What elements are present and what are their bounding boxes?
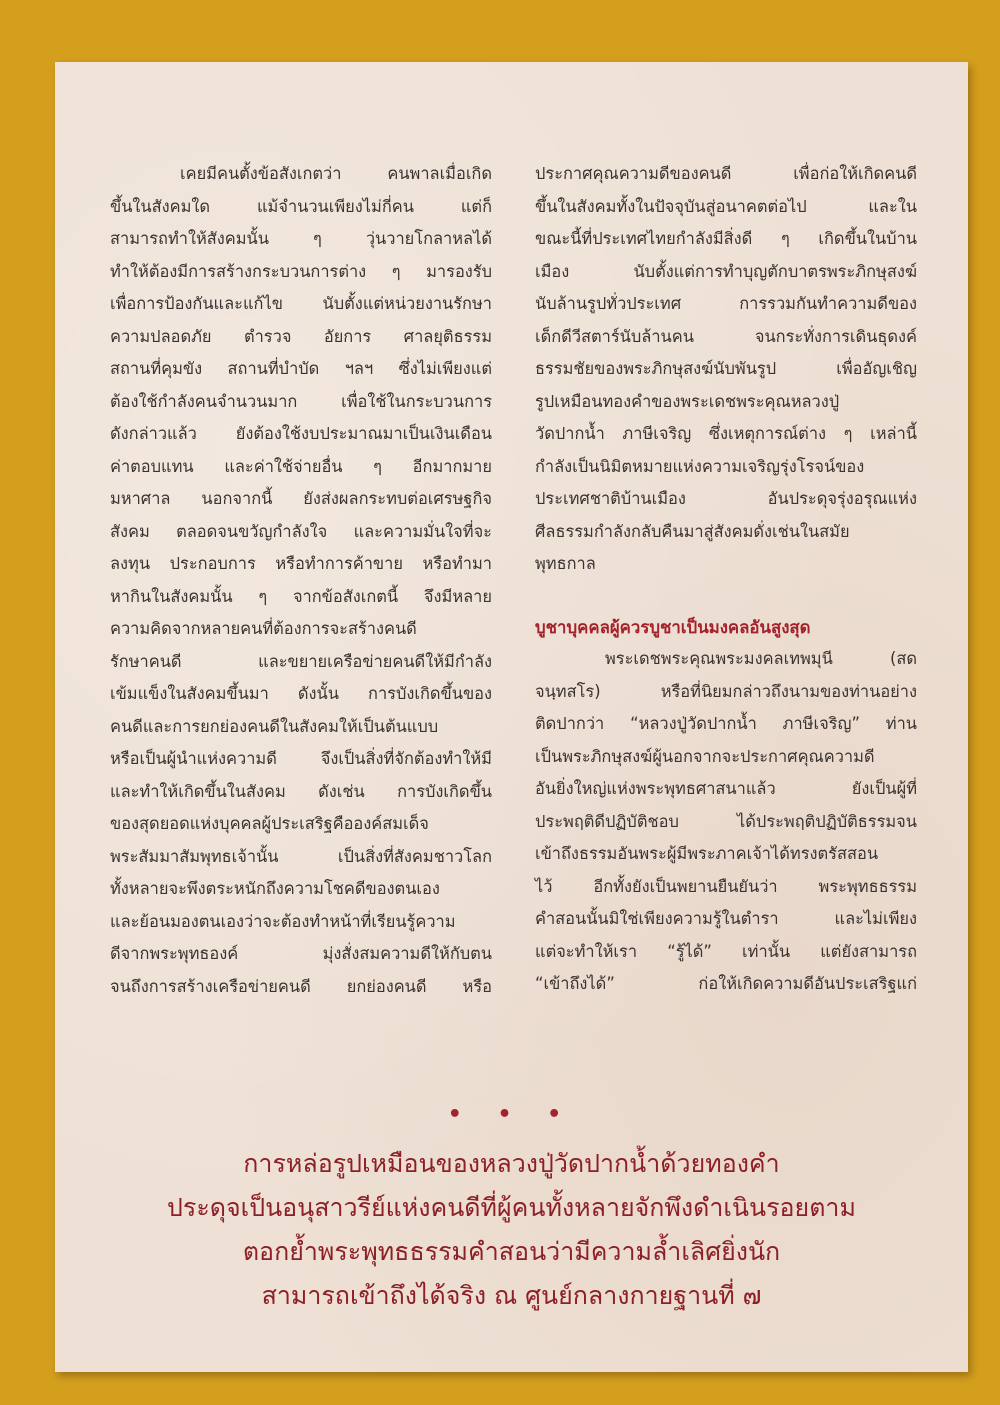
paragraph-line: ทำให้ต้องมีการสร้างกระบวนการต่าง ๆ มารองรับ	[110, 261, 492, 281]
ornament-dots: • • •	[447, 1102, 576, 1127]
paragraph-line: พระสัมมาสัมพุทธเจ้านั้น เป็นสิ่งที่สังคมชาวโลก	[110, 846, 492, 866]
paragraph-line: เข้าถึงธรรมอันพระผู้มีพระภาคเจ้าได้ทรงตรัสสอน	[535, 844, 879, 863]
paragraph-line: เข้มแข็งในสังคมขึ้นมา ดังนั้น การบังเกิดขึ้นของ	[110, 684, 492, 703]
paragraph-line: ดังกล่าวแล้ว ยังต้องใช้งบประมาณมาเป็นเงินเดือน	[110, 424, 492, 443]
paragraph-line: ประกาศคุณความดีของคนดี เพื่อก่อให้เกิดคนดี	[535, 164, 917, 183]
paragraph-line: ธรรมชัยของพระภิกษุสงฆ์นับพันรูป เพื่ออัญเชิญ	[535, 359, 917, 378]
paragraph-line: ไว้ อีกทั้งยังเป็นพยานยืนยันว่า พระพุทธธรรม	[535, 876, 917, 896]
paragraph-line: เด็กดีวีสตาร์นับล้านคน จนกระทั่งการเดินธุดงค์	[535, 326, 917, 346]
paragraph-line: นับล้านรูปทั่วประเทศ การรวมกันทำความดีของ	[535, 294, 917, 313]
paragraph-line: สังคม ตลอดจนขวัญกำลังใจ และความมั่นใจที่จะ	[110, 521, 492, 541]
paragraph-line: ศีลธรรมกำลังกลับคืนมาสู่สังคมดั่งเช่นในสมัย	[535, 521, 850, 541]
paragraph-line: จนถึงการสร้างเครือข่ายคนดี ยกย่องคนดี หรือ	[110, 976, 492, 996]
paragraph-line: คำสอนนั้นมิใช่เพียงความรู้ในตำรา และไม่เพียง	[535, 909, 917, 928]
quote-line: ตอกย้ำพระพุทธธรรมคำสอนว่ามีความล้ำเลิศยิ่งนัก	[242, 1237, 781, 1266]
paragraph-line: คนดีและการยกย่องคนดีในสังคมให้เป็นต้นแบบ	[110, 716, 439, 736]
paragraph-line: ค่าตอบแทน และค่าใช้จ่ายอื่น ๆ อีกมากมาย	[110, 456, 492, 476]
quote-line: การหล่อรูปเหมือนของหลวงปู่วัดปากน้ำด้วยทองคำ	[243, 1149, 780, 1178]
paragraph-line: แต่จะทำให้เรา “รู้ได้” เท่านั้น แต่ยังสามารถ	[535, 941, 917, 961]
paragraph-line: ต้องใช้กำลังคนจำนวนมาก เพื่อใช้ในกระบวนการ	[110, 391, 492, 411]
paragraph-line: วัดปากน้ำ ภาษีเจริญ ซึ่งเหตุการณ์ต่าง ๆ เหล่านี้	[535, 424, 917, 443]
paragraph-line: เคยมีคนตั้งข้อสังเกตว่า คนพาลเมื่อเกิด	[180, 164, 492, 183]
paragraph-line: สถานที่คุมขัง สถานที่บำบัด ฯลฯ ซึ่งไม่เพียงแต่	[110, 359, 492, 378]
paragraph-line: เพื่อการป้องกันและแก้ไข นับตั้งแต่หน่วยงานรักษา	[110, 294, 492, 313]
paragraph-line: ขณะนี้ที่ประเทศไทยกำลังมีสิ่งดี ๆ เกิดขึ้นในบ้าน	[535, 229, 917, 248]
paragraph-line: และย้อนมองตนเองว่าจะต้องทำหน้าที่เรียนรู้ความ	[110, 911, 456, 931]
paragraph-line: สามารถทำให้สังคมนั้น ๆ วุ่นวายโกลาหลได้	[110, 229, 492, 248]
paragraph-line: และทำให้เกิดขึ้นในสังคม ดังเช่น การบังเกิดขึ้น	[110, 781, 492, 801]
paragraph-line: ดีจากพระพุทธองค์ มุ่งสั่งสมความดีให้กับตน	[110, 944, 492, 963]
paragraph-line: ความคิดจากหลายคนที่ต้องการจะสร้างคนดี	[110, 619, 417, 638]
paragraph-line: ประพฤติดีปฏิบัติชอบ ได้ประพฤติปฏิบัติธรรมจน	[535, 811, 917, 831]
paragraph-line: อันยิ่งใหญ่แห่งพระพุทธศาสนาแล้ว ยังเป็นผู้ที่	[535, 779, 917, 798]
paragraph-line: หากินในสังคมนั้น ๆ จากข้อสังเกตนี้ จึงมีหลาย	[110, 586, 492, 606]
paragraph-line: กำลังเป็นนิมิตหมายแห่งความเจริญรุ่งโรจน์ของ	[535, 456, 865, 476]
section-heading: บูชาบุคคลผู้ควรบูชาเป็นมงคลอันสูงสุด	[535, 616, 811, 637]
paragraph-line: พระเดชพระคุณพระมงคลเทพมุนี (สด	[605, 649, 917, 668]
paragraph-line: ติดปากว่า “หลวงปู่วัดปากน้ำ ภาษีเจริญ” ท่าน	[535, 714, 917, 733]
paragraph-line: เป็นพระภิกษุสงฆ์ผู้นอกจากจะประกาศคุณความดี	[535, 746, 875, 766]
paragraph-line: “เข้าถึงได้” ก่อให้เกิดความดีอันประเสริฐแก่	[535, 974, 917, 993]
paragraph-line: ของสุดยอดแห่งบุคคลผู้ประเสริฐคือองค์สมเด็จ	[110, 814, 429, 833]
right-column	[535, 158, 917, 1001]
paragraph-line: หรือเป็นผู้นำแห่งความดี จึงเป็นสิ่งที่จักต้องทำให้มี	[110, 749, 492, 768]
paragraph-line: ลงทุน ประกอบการ หรือทำการค้าขาย หรือทำมา	[110, 554, 492, 573]
closing-quote	[55, 1142, 968, 1318]
quote-line: ประดุจเป็นอนุสาวรีย์แห่งคนดีที่ผู้คนทั้งหลายจักพึงดำเนินรอยตาม	[167, 1193, 856, 1222]
paragraph-line: ความปลอดภัย ตำรวจ อัยการ ศาลยุติธรรม	[110, 326, 492, 346]
paragraph-line: จนฺทสโร) หรือที่นิยมกล่าวถึงนามของท่านอย่าง	[535, 681, 917, 701]
left-column	[110, 158, 492, 1003]
paragraph-line: พุทธกาล	[535, 554, 596, 573]
page-paper	[55, 62, 968, 1372]
paragraph-line: มหาศาล นอกจากนี้ ยังส่งผลกระทบต่อเศรษฐกิจ	[110, 489, 492, 508]
paragraph-line: ประเทศชาติบ้านเมือง อันประดุจรุ่งอรุณแห่ง	[535, 489, 917, 508]
paragraph-line: ทั้งหลายจะพึงตระหนักถึงความโชคดีของตนเอง	[110, 879, 440, 898]
paragraph-line: เมือง นับตั้งแต่การทำบุญตักบาตรพระภิกษุสงฆ์	[535, 261, 917, 281]
paragraph-line: ขึ้นในสังคมใด แม้จำนวนเพียงไม่กี่คน แต่ก็	[110, 196, 492, 216]
quote-line: สามารถเข้าถึงได้จริง ณ ศูนย์กลางกายฐานที่ ๗	[261, 1281, 762, 1310]
paragraph-line: ขึ้นในสังคมทั้งในปัจจุบันสู่อนาคตต่อไป และใน	[535, 196, 917, 216]
paragraph-line: รักษาคนดี และขยายเครือข่ายคนดีให้มีกำลัง	[110, 651, 492, 671]
paragraph-line: รูปเหมือนทองคำของพระเดชพระคุณหลวงปู่	[535, 391, 840, 411]
